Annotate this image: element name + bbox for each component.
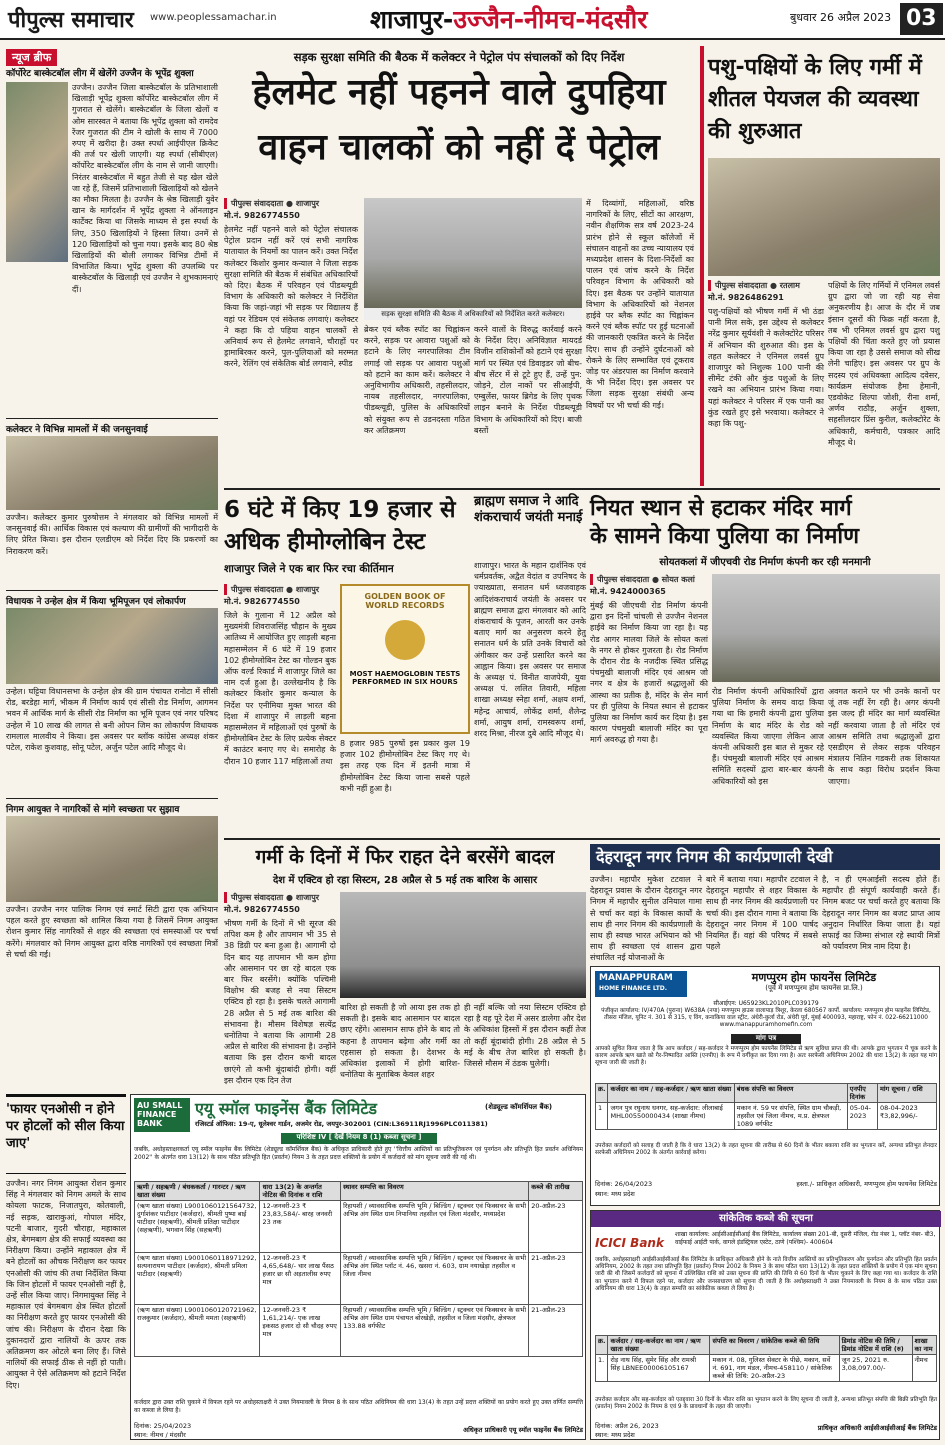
au-table — [134, 1181, 583, 1357]
animals-col-1: पशु-पक्षियों को भीषण गर्मी में भी ठंडा पानी मिल सके, इस उद्देश्य से कलेक्टर नरेंद्र कुमार सूर्यवंशी ने कलेक्टोरेट परिसर में अभियान की शुरुआत की। इस के तहत कलेक्टर ने एनिमल लवर्स ग्रुप शाजापुर को निशुल्क 100 पानी की सीमेंट टंकी और कुंड पशुओं के लिए रखने का अभियान प्रारंभ किया गया। यहां कलेक्टर ने परिसर में एक पानी का कुंड रखते हुए इसे भरवाया। कलेक्टर ने कहा कि पशु- — [708, 307, 824, 429]
hb-col-2: 8 हजार 985 पुरुषों इस प्रकार कुल 19 हजार 102 हीमोग्लोबिन टेस्ट किए गए थे। इस तरह एक दिन में इतनी मात्रा में हीमोग्लोबिन टेस्ट किया जाना सबसे पहले कभी नहीं हुआ है। — [340, 739, 470, 793]
au-bank-notice — [130, 1094, 586, 1440]
section-divider — [224, 838, 940, 840]
lead-col-3: करने वालों के विरुद्ध कार्रवाई करने के निर्देश दिए। अनिविज्ञात मायदर्ड विजीन राशिकोर्नों को हटाने एवं सुरक्षा मार्ग पर स्थित एवं डिवाइडर जो बीच-बीच सेंटर में से टूटे हुए हैं, उन्हें पुन: जोड़ने, टोल नाकों पर सीआईपी, एम्बुलेंस, फायर ब्रिगेड के लिए पृथक लाइन बनाने के निर्देश पीडब्ल्यूडी विभाग के अधिकारियों को दिए। बाजी बस्तों — [474, 325, 582, 435]
animals-byline: पीपुल्स संवाददाता ● रतलाम — [708, 280, 824, 291]
lead-headline-2: वाहन चालकों को नहीं दें पेट्रोल — [258, 127, 660, 168]
hb-col-1: जिले के गुलाना में 12 अप्रैल को मुख्यमंत्री शिवराजसिंह चौहान के मुख्य आतिथ्य में आयोजित हुए लाड़ली बहना महासम्मेलन में 6 घंटे में 19 हजार 102 हीमोग्लोबिन टेस्ट का गोल्डन बुक ऑफ वर्ल्ड रिकार्ड में शाजापुर जिले का नाम दर्ज हुआ है। उल्लेखनीय है कि कलेक्टर किशोर कुमार कन्याल के निर्देश पर एनीमिया मुक्त भारत की दिशा में शाजापुर में लाड़ली बहना महासम्मेलन में महिलाओं एवं पुरुषों के हीमोग्लोबिन टेस्ट के लिए प्रत्येक सेक्टर में काउंटर बनाए गए थे। समारोह के दौरान 10 हजार 117 महिलाओं तथा — [224, 611, 336, 766]
table-cell: नीमच — [912, 1355, 937, 1382]
brahmin-text: शाजापुर। भारत के महान दार्शनिक एवं धर्मप्रवर्तक, अद्वैत वेदांत व उपनिषद के ज्याख्याता, सनातन धर्म ध्वजवाहक आदिशंकराचार्य जयंती के अवसर पर ब्राह्मण समाज द्वारा मंगलवार को आदि शंकराचार्य के पूजन, आरती कर उनके बताए मार्ग का अनुसरण करने हेतु सनातन धर्म के प्रति उनके विचारों को अंगीकार कर उन्हें प्रसारित करने का आह्वान किया। इस अवसर पर समाज के अध्यक्ष पं. विनीत वाजपेयी, युवा अध्यक्ष पं. ललित तिवारी, महिला शाखा अध्यक्ष स्नेहा शर्मा, अक्षय शर्मा, महेन्द्र आचार्य, लोकेंद्र शर्मा, शैलेन्द्र शर्मा, आयुष शर्मा, रामस्वरूप शर्मा, शरद मिश्रा, नीरज दुबे आदि मौजूद थे। — [474, 561, 586, 739]
temple-byline: पीपुल्स संवाददाता ● सोयत कलां — [590, 574, 708, 585]
col-header: शाखा का नाम — [912, 1336, 937, 1355]
table-row — [596, 1103, 937, 1130]
lead-mobile: मो.नं. 9826774550 — [224, 211, 300, 220]
manappuram-title: मणप्पुरम होम फायनेंस लिमिटेड — [751, 971, 877, 984]
table-cell: (ऋण खाता संख्या) L9001060120721962, राजकुमार (कर्जदार), श्रीमती ममता (सहऋणी) — [135, 1305, 260, 1357]
col-header: धारा 13(2) के अन्तर्गत नोटिस की दिनांक व राशि — [260, 1182, 341, 1201]
table-cell: 08-04-2023 ₹3,82,996/- — [877, 1103, 936, 1130]
weather-subhead: देश में एक्टिव हो रहा सिस्टम, 28 अप्रैल से 5 मई तक बारिश के आसार — [272, 875, 538, 886]
news-brief-label-wrap — [6, 46, 216, 62]
brief-1-headline: कॉर्पोरेट बास्केटबॉल लीग में खेलेंगे उज्जैन के भूपेंद्र शुक्ला — [6, 69, 194, 79]
au-signature: अधिकृत प्राधिकारी एयू स्मॉल फाइनेंस बैंक लिमिटेड — [463, 1426, 583, 1434]
table-cell: 21-अप्रैल-23 — [529, 1305, 583, 1357]
issue-date: बुधवार 26 अप्रैल 2023 — [790, 11, 892, 24]
col-header: मांग सूचना / राशि — [877, 1084, 936, 1103]
hb-headline-2: अधिक हीमोग्लोबिन टेस्ट — [224, 529, 426, 555]
fire-headline-box — [6, 1094, 126, 1174]
lead-photo-caption: सड़क सुरक्षा समिति की बैठक में अधिकारियों को निर्देशित करते कलेक्टर। — [364, 308, 582, 320]
table-cell: 1 — [596, 1103, 608, 1130]
gold-seal-icon — [385, 620, 425, 660]
brief-2-headline: कलेक्टर ने विभिन्न मामलों में की जनसुनवाई — [6, 425, 148, 435]
lead-headline-1: हेलमेट नहीं पहनने वाले दुपहिया — [252, 72, 666, 113]
table-cell: मकान नं. 59 पर संपत्ति, स्थित ग्राम चौकड़ी, तहसील एवं जिला नीमच, म.प्र. क्षेत्रफल 1089 वर्गफीट — [734, 1103, 847, 1130]
weather-byline: पीपुल्स संवाददाता ● शाजापुर — [224, 892, 336, 903]
table-cell: (ऋण खाता संख्या) L9001060118971292, सत्यनारायण पाटीदार (कर्जदार), श्रीमती प्रमिला पाटीदार (सहऋणी) — [135, 1253, 260, 1305]
col-header: कर्जदार / सह-कर्जदार का नाम / ऋण खाता संख्या — [608, 1336, 710, 1355]
table-row — [135, 1305, 583, 1357]
world-record-certificate — [340, 584, 470, 734]
nigam-meeting-photo — [6, 816, 218, 902]
manappuram-table — [595, 1083, 937, 1130]
table-cell: 05-04-2023 — [847, 1103, 877, 1130]
dehradun-col-3: है, न ही एमआईसी सदस्य होते हैं। महापौर ही संपूर्ण कार्यवाही करते हैं। निगम बजट पर चर्चा करते हुए बताया कि देहरादून नगर निगम का बजट प्राप्त आय अनुदान निर्धारित किया जाता है। यहां सफाई का जिम्मा संभाल रहे स्थायी मित्रों को पर्यावरण मित्र नाम दिया है। — [822, 875, 940, 952]
au-bank-logo: AU SMALL FINANCE BANK — [134, 1098, 190, 1132]
manappuram-signature: हस्ता./- प्राधिकृत अधिकारी, मणप्पुरम होम फायनेंस लिमिटेड — [796, 1180, 937, 1188]
au-footer: कर्जदार द्वारा उक्त राशि चुकाने में विफल रहने पर अधोहस्ताक्षरी ने उक्त नियमावली के नियम 8 के साथ पठित अधिनियम की धारा 13(4) के तहत उन्हें प्रदत्त शक्तियों का प्रयोग करते हुए उक्त वर्णित सम्पत्ति का कब्जा ले लिया है। — [134, 1399, 583, 1414]
table-cell: मकान नं. 08, गुलिस्त सेक्टर के पीछे, मकान, सर्वे नं. 691, नाग मंडल, नीमच-458110 / सांकेतिक कब्जे की तिथि: 20-अप्रैल-23 — [710, 1355, 839, 1382]
table-cell: जून 25, 2021 रु. 3,08,097.00/- — [839, 1355, 912, 1382]
table-cell: रिहायशी / व्यावसायिक सम्पत्ति भूमि / बिल्डिंग / स्ट्रक्चर एवं फिक्सचर के सभी अभिन्न अंग स्थित ग्राम निपानिया तहसील एवं जिला मंदसौर, मध्यप्रदेश — [341, 1201, 529, 1253]
col-header: ऋणी / सहऋणी / बंधककर्ता / गारन्टर / ऋण खाता संख्या — [135, 1182, 260, 1201]
table-cell: 12-जनवरी-23 ₹ 23,83,584/- बारह जनवरी 23 तक — [260, 1201, 341, 1253]
manappuram-date: दिनांक: 26/04/2023 — [595, 1180, 653, 1188]
table-cell: 1. — [596, 1355, 608, 1382]
fire-headline: 'फायर एनओसी न होने पर होटलों को सील किया जाए' — [6, 1102, 125, 1151]
brief-3-headline: विधायक ने उन्हेल क्षेत्र में किया भूमिपूजन एवं लोकार्पण — [6, 597, 186, 607]
temple-headline-2: के सामने किया पुलिया का निर्माण — [590, 524, 860, 549]
col-header: बंधक संपत्ति का विवरण — [734, 1084, 847, 1103]
icici-date: दिनांक: अप्रैल 26, 2023 — [595, 1422, 659, 1430]
table-cell: रिहायशी / व्यावसायिक सम्पत्ति भूमि / बिल्डिंग / स्ट्रक्चर एवं फिक्सचर के सभी अभिन्न अंग स्थित ग्राम पंचायत बोरखेड़ी, तहसील व जिला मंदसौर, क्षेत्रफल 133.88 वर्गफीट — [341, 1305, 529, 1357]
table-cell: 12-जनवरी-23 ₹ 1,61,214/- एक लाख इकसठ हजार दो सौ चौदह रुपए मात्र — [260, 1305, 341, 1357]
manappuram-cin: सीआईएन: U65923KL2010PLC039179 — [713, 1000, 819, 1007]
website-url: www.peoplessamachar.in — [150, 12, 277, 23]
au-appendix: परिशिष्ट IV [ देखें नियम 8 (1) कब्जा सूचना ] — [281, 1133, 437, 1144]
brief-3-text: उन्हेल। घट्टिया विधानसभा के उन्हेल क्षेत्र की ग्राम पंचायत रानोटा में सीसी रोड, बरडेहा मार्ग, भीकम मैं निर्माण कार्य एवं सीसी रोड निर्माण, आगमन भवन में आर्थिक मार्ग के सीसी रोड निर्माण का भूमि पूजन एवं नगर परिषद उन्हेल में 10 लाख की लागत से बनी ओपन जिम का लोकार्पण विधायक रामलाल मालवीय ने किया। इस अवसर पर ब्लॉक कांग्रेस अध्यक्ष शंकर पटेल, राकेश कुशवाह, सोनू पटेल, अर्जुन पटेल आदि मौजूद थे। — [6, 687, 218, 753]
table-row — [135, 1201, 583, 1253]
manappuram-intro: आपको सूचित किया जाता है कि आप कर्जदार / सह-कर्जदार ने मणप्पुरम होम फायनेंस लिमिटेड से ऋण सुविधा प्राप्त की थी। आपके द्वारा भुगतान में चूक करने के कारण आपके ऋण खाते को गैर-निष्पादित आस्ति (एनपीए) के रूप में वर्गीकृत कर दिया गया है। अतः सरफेसी अधिनियम 2002 की धारा 13(2) के तहत यह मांग सूचना जारी की जाती है। — [595, 1046, 937, 1066]
manappuram-logo: MANAPPURAM HOME FINANCE LTD. — [595, 971, 687, 997]
manappuram-place: स्थान: मध्य प्रदेश — [595, 1190, 635, 1198]
table-cell: रोड़ नाथ सिंह, सुमेर सिंह और रामश्री सिंह LBNEE00006105167 — [608, 1355, 710, 1382]
demand-notice-label: मांग पत्र — [731, 1034, 801, 1044]
col-header: संपत्ति का विवरण / सांकेतिक कब्जे की तिथि — [710, 1336, 839, 1355]
basketball-player-photo — [6, 82, 68, 262]
table-cell: (ऋण खाता संख्या) L9001060121564732, दुर्गाशंकर पाटीदार (कर्जदार), श्रीमती पुष्पा बाई पाटीदार (सहऋणी), श्रीमती प्रतिक्षा पाटीदार (सहऋणी), भगवान सिंह (सहऋणी) — [135, 1201, 260, 1253]
hb-mobile: मो.नं. 9826774550 — [224, 597, 300, 606]
weather-col-1: भीषण गर्मी के दिनों में भी सूरज की तपिश कम है और तापमान भी 35 से 38 डिग्री पर बना हुआ है। आगामी दो दिन बाद यह तापमान भी कम होगा और आसमान पर छा रहे बादल एक बार फिर बरसेंगे। क्योंकि पश्चिमी विक्षोभ की बजह से नया सिस्टम एक्टिव हो रहा है। इसके चलते आगामी 28 अप्रैल से 5 मई तक बारिश की संभावना है। मौसम विशेषज्ञ सत्येंद्र धनोतिया ने बताया कि आगामी 28 अप्रैल से बारिश की संभावना है। उन्होंने बताया कि इस दौरान कभी बादल छाएंगे तो कभी बूंदाबांदी होगी। वहीं इस दौरान एक दिन तेज — [224, 919, 336, 1085]
accent-bar — [700, 46, 704, 486]
culvert-photo — [712, 574, 940, 682]
col-header: डिमांड नोटिस की तिथि / डिमांड नोटिस में राशि (रु) — [839, 1336, 912, 1355]
edition-title — [370, 2, 648, 36]
icici-table-wrap — [595, 1335, 937, 1395]
col-header: क्र. — [596, 1336, 608, 1355]
table-cell: 20-अप्रैल-23 — [529, 1201, 583, 1253]
brahmin-headline: ब्राह्मण समाज ने आदि शंकराचार्य जयंती मनाई — [474, 494, 583, 525]
lead-kicker: सड़क सुरक्षा समिति की बैठक में कलेक्टर ने पेट्रोल पंप संचालकों को दिए निर्देश — [293, 50, 625, 64]
table-cell: रिहायशी / व्यावसायिक सम्पत्ति भूमि / बिल्डिंग / स्ट्रक्चर एवं फिक्सचर के सभी अभिन्न अंग स्थित प्लॉट नं. 46, खसरा नं. 603, ग्राम नयाखेड़ा तहसील व जिला नीमच — [341, 1253, 529, 1305]
divider — [6, 418, 218, 419]
temple-col-1: मुंबई की जीएचवी रोड निर्माण कंपनी द्वारा इन दिनों चांचली से उज्जैन नेशनल हाईवे का निर्माण किया जा रहा है। यह रोड आगर मालवा जिले के सोयत कलां के नगर से होकर गुजरता है। रोड निर्माण के दौरान रोड के नजदीक स्थित प्रसिद्ध पंचमुखी बालाजी मंदिर एवं आश्रम जो नगर व क्षेत्र के हजारों श्रद्धालुओं की आस्था का प्रतीक है, मंदिर के सेन मार्ग पर ही पुलिया के नियत स्थान से हटाकर पुलिया का निर्माण कार्य कर दिया है। इस कारण पंचमुखी बालाजी मंदिर का पूरा मार्ग अवरुद्ध हो गया है। — [590, 601, 708, 745]
section-divider — [224, 488, 940, 490]
lead-col-4: में दिव्यांगों, महिलाओं, वरिष्ठ नागरिकों के लिए, सीटों का आरक्षण, नवीन शैक्षणिक सत्र वर्ष 2023-24 प्रारंभ होने से स्कूल कॉलेजों में संचालन वाहनों का उच्च न्यायालय एवं मध्यप्रदेश शासन के दिशा-निर्देशों का पालन एवं जांच करने के निर्देश परिवहन विभाग के अधिकारी को दिए। इस बैठक पर उन्होंने यातायात विभाग के अधिकारियों को नेशनल हाईवे पर ब्लैक स्पॉट का चिह्नांकन करने एवं ब्लैक स्पॉट पर हुई घटनाओं की जानकारी एकत्रित करने के निर्देश दिए। साथ ही उन्होंने दुर्घटनाओं को रोकने के लिए सम्भावित एवं टूकराव जोड़ पर अंडरपास का निर्माण करवाने के भी निर्देश दिए। इस अवसर पर जिला सड़क सुरक्षा संबंधी अन्य विषयों पर भी चर्चा की गई। — [586, 199, 694, 410]
icici-footer: उपरोक्त कर्जदार और सह-कर्जदार को एतद्द्वारा 30 दिनों के भीतर राशि का भुगतान करने के लिए सूचना दी जाती है, अन्यथा प्रतिभूत संपत्ति की बिक्री प्रतिभूति हित (प्रवर्तन) नियम 2002 के नियम 8 एवं 9 के प्रावधानों के तहत की जाएगी। — [595, 1397, 937, 1411]
page-number: 03 — [900, 3, 943, 35]
col-header: कब्जे की तारीख — [529, 1182, 583, 1201]
col-header: क्र. — [596, 1084, 608, 1103]
icici-band: सांकेतिक कब्जे की सूचना — [591, 1211, 941, 1227]
water-tank-photo — [708, 158, 940, 276]
brief-4-text: उज्जैन। उज्जैन नगर पालिक निगम एवं स्मार्ट सिटी द्वारा एक अभियान पहल करते हुए स्वच्छता को शामिल किया गया है जिसमें निगम आयुक्त रोशन कुमार सिंह नागरिकों से शहर की स्वच्छता एवं समस्याओं पर चर्चा करेंगे। मंगलवार को निगम आयुक्त द्वारा वरिष्ठ नागरिकों एवं स्वच्छता मित्रों से चर्चा की गई। — [6, 905, 218, 959]
certificate-title: GOLDEN BOOK OF WORLD RECORDS — [364, 592, 446, 610]
au-intro: जबकि, अधोहस्ताक्षरकर्ता एयू स्मॉल फाइनेंस बैंक लिमिटेड (शेड्यूल्ड कॉमर्शियल बैंक) के अधिकृत प्राधिकारी होते हुए ''वित्तीय आस्तियों का प्रतिभूतिकरण एवं पुनर्गठन और प्रतिभूति हित प्रवर्तन अधिनियम 2002'' के अंतर्गत धारा 13(12) के साथ पठित प्रतिभूति हित (प्रवर्तन) नियम 3 के तहत प्रदत्त शक्तियों के प्रयोग में कर्जदारों को मांग सूचना जारी की गई थी। — [134, 1146, 583, 1161]
hb-byline: पीपुल्स संवाददाता ● शाजापुर — [224, 584, 336, 595]
lead-byline: पीपुल्स संवाददाता ● शाजापुर — [224, 198, 358, 209]
animals-col-2: पक्षियों के लिए गर्मियों में एनिमल लवर्स ग्रुप द्वारा जो जा रही यह सेवा अनुकरणीय है। आज के दौर में जब इंसान दूसरों की फिक्र नहीं करता है, तब भी एनिमल लवर्स ग्रुप द्वारा पशु पक्षियों की चिंता करते हुए जो प्रयास किया जा रहा है उससे समाज को सीख लेनी चाहिए। इस अवसर पर ग्रुप के सदस्य एवं अधिवक्ता आदित्य दवेसर, कार्यक्रम संयोजक हैमा हेमानी, एडवोकेट शिल्पा जोशी, रीना शर्मा, अर्णव राठौड़, अर्जुन शुक्ला, सहसीलदार प्रिंस कुरील, कलेक्टोरेट के अधिकारी, कर्मचारी, पत्रकार आदि मौजूद थे। — [828, 281, 940, 447]
weather-col-2: बारिश हो सकती है जो आया इस तक हो सकती है। इसके बाद आसमान पर बादल छाए रहेंगे। आसमान साफ होने के बाद तो कहना है तापमान बढ़ेगा और गर्मी का एहसास हो सकता है। देशभर के अधिकांश इलाकों में होगी बारिश- धनोतिया के मुताबिक केवल शहर — [340, 1003, 460, 1080]
hb-subhead: शाजापुर जिले ने एक बार फिर रचा कीर्तिमान — [224, 563, 394, 575]
animals-mobile: मो.नं. 9826486291 — [708, 293, 784, 302]
divider — [6, 590, 218, 591]
road-safety-meeting-photo — [364, 198, 582, 308]
brief-1-text-a: उज्जैन। उज्जैन जिला बास्केटबॉल के प्रतिभाशाली खिलाड़ी भूपेंद्र शुक्ला कॉर्पोरेट बास्केटबॉल लीग में गुजरात से खेलेंगे। बास्केटबॉल के जिला खेलों व ओम सारस्वत ने बताया कि भूपेंद्र शुक्ला को रामदेव रेंजर गुजरात की टीम ने खोली के साथ में 7000 रुपए में खरीदा है। उक्त स्पर्धा आईपीएल क्रिकेट की तर्ज पर खेली जाएगी। यह स्पर्धा (सीबीएल) कॉर्पोरेट बास्केटबॉल लीग के नाम से जानी जाएगी। निरंतर बास्केटबॉल में बहुत तेजी से यह खेल खेले जा रहे हैं, जिसमें प्रतिभाशाली खिलाड़ियों को खेलने का मौका मिलता है। उज्जैन के श्रेष्ठ खिलाड़ी युवेर खान के मार्गदर्शन में भूपेंद्र शुक्ला ने ऑनलाइन कार्टेक्ट किया था जिसके माध्यम से इस स्पर्धा के लिए, 350 खिलाड़ियों ने हिस्सा लिया। उनमें से 120 खिलाड़ियों को चुना गया। इसके बाद 80 श्रेष्ठ खिलाड़ियों की बोली लगाकर विभिन्न टीमों में विभाजित किया। भूपेंद्र शुक्ला की उपलब्धि पर बास्केटबॉल के खिलाड़ी एवं उज्जैन ने शुभकामनाएं दीं। — [72, 83, 219, 294]
bhoomipujan-photo — [6, 608, 218, 684]
table-cell: 12-जनवरी-23 ₹ 4,65,648/- चार लाख पैंसठ हजार छः सौ अड़तालीस रुपए मात्र — [260, 1253, 341, 1305]
edition-cities: उज्जैन-नीमच-मंदसौर — [453, 5, 648, 34]
icici-table — [595, 1335, 937, 1382]
brief-2-text: उज्जैन। कलेक्टर कुमार पुरुषोत्तम ने मंगलवार को विभिन्न मामलों में जनसुनवाई की। आर्थिक विकास एवं कल्याण की ग्रामीणों की भागीदारी के लिए प्रेरित किया। इस दौरान एलडीएम को निर्देश दिए कि प्रकरणों का निराकरण करें। — [6, 513, 218, 556]
icici-place: स्थान: मध्य प्रदेश — [595, 1431, 635, 1439]
temple-mobile: मो.नं. 9424000365 — [590, 587, 666, 596]
au-title: एयू स्मॉल फाइनेंस बैंक लिमिटेड — [195, 1099, 377, 1118]
collector-hearing-photo — [6, 436, 218, 510]
table-cell: 21-अप्रैल-23 — [529, 1253, 583, 1305]
au-title-tag: (शेड्यूल्ड कॉमर्शियल बैंक) — [485, 1103, 553, 1111]
au-table-wrap — [134, 1181, 583, 1397]
edition-city: शाजापुर- — [370, 5, 454, 34]
manappuram-address: पंजीकृत कार्यालय: IV/470A (पुराना) W638A (नया) मणप्पुरम हाउस वालापाड़ त्रिशूर, केरला 680567 कार्पो. कार्यालय: मणप्पुरम होम फाइनेंस लिमिटेड, तीसरा मंजिल, यूनिट नं. 301 से 315, ए विंग, कनाकिया वाल स्ट्रीट, अंधेरी-कुर्ला रोड, अंधेरी पूर्व, मुंबई 400093, महाराष्ट्र, फोन नं. 022-66211000 www.manappuramhomefin.com — [601, 1008, 931, 1028]
table-row — [135, 1253, 583, 1305]
weather-col-3: ही नहीं बल्कि जो नया सिस्टम एक्टिव हो रहा है वह पूरे देश में असर डालेगा और देश के अधिकांश हिस्सों में इस दौरान कहीं तेज तो कहीं बूंदाबांदी होगी। 28 अप्रैल से 5 मई के बीच तेज बारिश हो सकती है। जिससे मौसम में ठंडक घुलेगी। — [464, 1003, 586, 1069]
news-brief-label: न्यूज ब्रीफ — [6, 49, 57, 66]
icici-notice — [590, 1210, 940, 1440]
weather-headline: गर्मी के दिनों में फिर राहत देने बरसेंगे बादल — [255, 846, 555, 868]
col-header: कर्जदार का नाम / सह-कर्जदार / ऋण खाता संख्या — [608, 1084, 734, 1103]
lead-col-2: ब्रेकर एवं ब्लैक स्पॉट का चिह्नांकन करने, सड़क पर आवारा पशुओं को हटाने के लिए नगरपालिका टीम लगाई जो सड़क पर आवारा पशुओं को हटाने का काम करें। कलेक्टर ने अनुविभागीय अधिकारी, तहसीलदार, नायब तहसीलदार, नगरपालिका, पीडब्ल्यूडी, पुलिस के अधिकारियों को संयुक्त रूप से उडनदस्ता गठित कर अतिक्रमण — [364, 325, 470, 435]
manappuram-notice — [590, 966, 940, 1206]
dehradun-col-2: बारे में बताया गया। महापौर टटवाल ने देहरादून महापौर से शहर विकास के साथ ही नगर निगम की कार्यप्रणाली पर चर्चा की। इस दौरान गामा ने बताया कि देहरादून नगर निगम में 100 पार्षद नियमित हैं। वहां की परिषद में सबसे पहले — [706, 875, 818, 952]
temple-col-3: अवगत कराने पर भी उनके कानों पर जूं तक नहीं रेंग रही है। अगर कंपनी इस जल्द ही मंदिर का मार्ग व्यवस्थित नहीं करवाया जाता है तो मंदिर एवं आश्रम समिति तथा श्रद्धालुओं द्वारा एसडीएम से लेकर सड़क परिवहन मंत्रालय नितिन गडकरी तक शिकायत के साथ कड़ा विरोध प्रदर्शन किया जाएगा। — [828, 687, 940, 786]
brief-4-headline: निगम आयुक्त ने नागरिकों से मांगे स्वच्छता पर सुझाव — [6, 805, 180, 815]
icici-logo: ICICI Bank — [595, 1236, 664, 1250]
temple-col-2: रोड निर्माण कंपनी अधिकारियों द्वारा पुलिया निर्माण के समय वादा किया गया था कि हमारी कंपनी द्वारा पुलिया निर्माण के बाद मंदिर के रोड को व्यवस्थित किया जाएगा लेकिन आज कंपनी अधिकारी इस बात से मुकर रहे हैं। पंचमुखी बालाजी मंदिर एवं आश्रम समिति सदस्यों द्वारा बार-बार कंपनी अधिकारियों को इस — [712, 687, 824, 786]
fire-text: उज्जैन। नगर निगम आयुक्त रोशन कुमार सिंह ने मंगलवार को निगम अमले के साथ कोयला फाटक, निजातपुरा, कोतवाली, नई सड़क, खाराकुआं, गोपाल मंदिर, पटनी बाजार, गुदरी चौराहा, महाकाल क्षेत्र, बेगमबाग क्षेत्र की सफाई व्यवस्था का निरीक्षण किया। उन्होंने महाकाल क्षेत्र में बने होटलों का औचक निरीक्षण कर फायर एनओसी की जांच की तथा निर्देशित किया कि जिन होटलों में फायर एनओसी नहीं है, उन्हें सील किया जाए। निगमायुक्त सिंह ने महाकाल एवं बेगमबाग क्षेत्र स्थित होटलों का निरीक्षण करते हुए फायर एनओसी की जांच की। निरीक्षण के दौरान देखा कि दुकानदारों द्वारा नालियों के ऊपर तक अतिक्रमण कर ओटले बना लिए हैं। जिसे नालियों की सफाई ठीक से नहीं हो पाती। आयुक्त ने ऐसे अतिक्रमण को हटाने निर्देश दिए। — [6, 1179, 126, 1390]
temple-subhead: सोयतकलां में जीएचवी रोड निर्माण कंपनी कर रही मनमानी — [659, 557, 871, 568]
au-place: स्थान: नीमच / मंदसौर — [134, 1431, 186, 1439]
au-date: दिनांक: 25/04/2023 — [134, 1422, 192, 1430]
divider — [6, 798, 218, 799]
table-row — [596, 1355, 937, 1382]
dehradun-col-1: उज्जैन। महापौर मुकेश टटवाल ने देहरादून प्रवास के दौरान देहरादून नगर निगम में महापौर सुनील उनियाल गामा से चर्चा कर वहां के विकास कार्यों के साथ ही नगर निगम की कार्यप्रणाली के साथ ही स्वच्छ भारत अभियान को भी साथ ही स्वच्छता एवं शासन द्वारा संचालित नई योजनाओं के — [590, 875, 702, 963]
icici-address: शाखा कार्यालय: आईसीआईसीआई बैंक लिमिटेड, कार्यालय संख्या 201-बी, दूसरी मंजिल, रोड नंबर 1, प्लॉट नंबर- बी3, वाईफाई आईटी पार्क, वागले इंडस्ट्रियल एस्टेट, ठाणे (पश्चिम)- 400604 — [675, 1231, 936, 1246]
weather-mobile: मो.नं. 9826774550 — [224, 905, 300, 914]
cloudy-sky-photo — [340, 892, 586, 998]
hb-headline-1: 6 घंटे में किए 19 हजार से — [224, 497, 456, 523]
au-registered-office: रजिस्टर्ड ऑफिस: 19-ए, धूलेश्वर गार्डन, अजमेर रोड, जयपुर-302001 (CIN:L36911RJ1996PLC011381) — [195, 1120, 488, 1128]
icici-intro: जबकि, अधोहस्ताक्षरी आईसीआईसीआई बैंक लिमिटेड के प्राधिकृत अधिकारी होने के नाते वित्तीय आस्तियों का प्रतिभूतिकरण और पुनर्गठन और प्रतिभूति हित प्रवर्तन अधिनियम, 2002 के तहत तथा प्रतिभूति हित (प्रवर्तन) नियम 2002 के नियम 3 के साथ पठित धारा 13(12) के तहत प्रदत्त शक्तियों के प्रयोग में एक मांग सूचना जारी की थी जिसमें कर्जदारों को सूचना में उल्लिखित राशि को उक्त सूचना की प्राप्ति की तिथि से 60 दिनों के भीतर चुकाने के लिए कहा गया था। कर्जदार के राशि का भुगतान करने में विफल रहने पर, कर्जदार और जनसाधारण को सूचना दी जाती है कि अधोहस्ताक्षरी ने उक्त नियमावली के नियम 8 के साथ पठित उक्त अधिनियम की धारा 13(4) के तहत सम्पत्ति का सांकेतिक कब्जा ले लिया है। — [595, 1257, 937, 1292]
dehradun-headline: देहरादून नगर निगम की कार्यप्रणाली देखी — [596, 847, 833, 866]
manappuram-subtitle: (पूर्व में मणप्पुरम होम फायनेंस प्रा.लि.) — [765, 984, 863, 992]
col-header: स्थावर सम्पत्ति का विवरण — [341, 1182, 529, 1201]
newspaper-logo: पीपुल्स समाचार — [8, 7, 134, 33]
col-header: एनपीए दिनांक — [847, 1084, 877, 1103]
manappuram-footer: उपरोक्त कर्जदारों को सलाह दी जाती है कि वे धारा 13(2) के तहत सूचना की तारीख से 60 दिनों के भीतर बकाया राशि का भुगतान करें, अन्यथा प्रतिभूत लेनदार सरफेसी अधिनियम 2002 के अंतर्गत कार्रवाई करेगा। — [595, 1143, 937, 1156]
table-cell: जगन पुत्र रघुनाथ धनगर, सह-कर्जदार: लीलाबाई MHL00550000434 (शाखा नीमच) — [608, 1103, 734, 1130]
temple-headline-1: नियत स्थान से हटाकर मंदिर मार्ग — [590, 496, 852, 521]
icici-signature: प्राधिकृत अधिकारी आईसीआईसीआई बैंक लिमिटेड — [817, 1424, 937, 1432]
manappuram-table-wrap — [595, 1083, 937, 1141]
lead-col-1: हेलमेट नहीं पहनने वाले को पेट्रोल संचालक पेट्रोल प्रदान नहीं करें एवं सभी नागरिक यातायात के नियमों का पालन करें। उक्त निर्देश कलेक्टर किशोर कुमार कन्याल ने जिला सड़क सुरक्षा समिति की बैठक में संबंधित अधिकारियों को दिए। बैठक में परिवहन एवं पीडब्ल्यूडी विभाग के अधिकारी को कलेक्टर ने निर्देशित किया कि जहां-जहां भी सड़क पर विद्यालय हैं वहां पर रेडियम एवं संकेतक लगवाएं। कलेक्टर ने कहा कि दो पहिया वाहन चालकों से अनिवार्य रूप से हेलमेट लगवाने, चौराहों पर ड्रामाबिरकर करने, पुल-पुलियाओं को मरम्मत करने, रेलिंग एवं संकेतिक बोर्ड लगवाने, स्पीड — [224, 225, 358, 369]
animals-headline: पशु-पक्षियों के लिए गर्मी में शीतल पेयजल की व्यवस्था की शुरुआत — [708, 55, 922, 144]
certificate-record: MOST HAEMOGLOBIN TESTS PERFORMED IN SIX HOURS — [349, 670, 461, 686]
